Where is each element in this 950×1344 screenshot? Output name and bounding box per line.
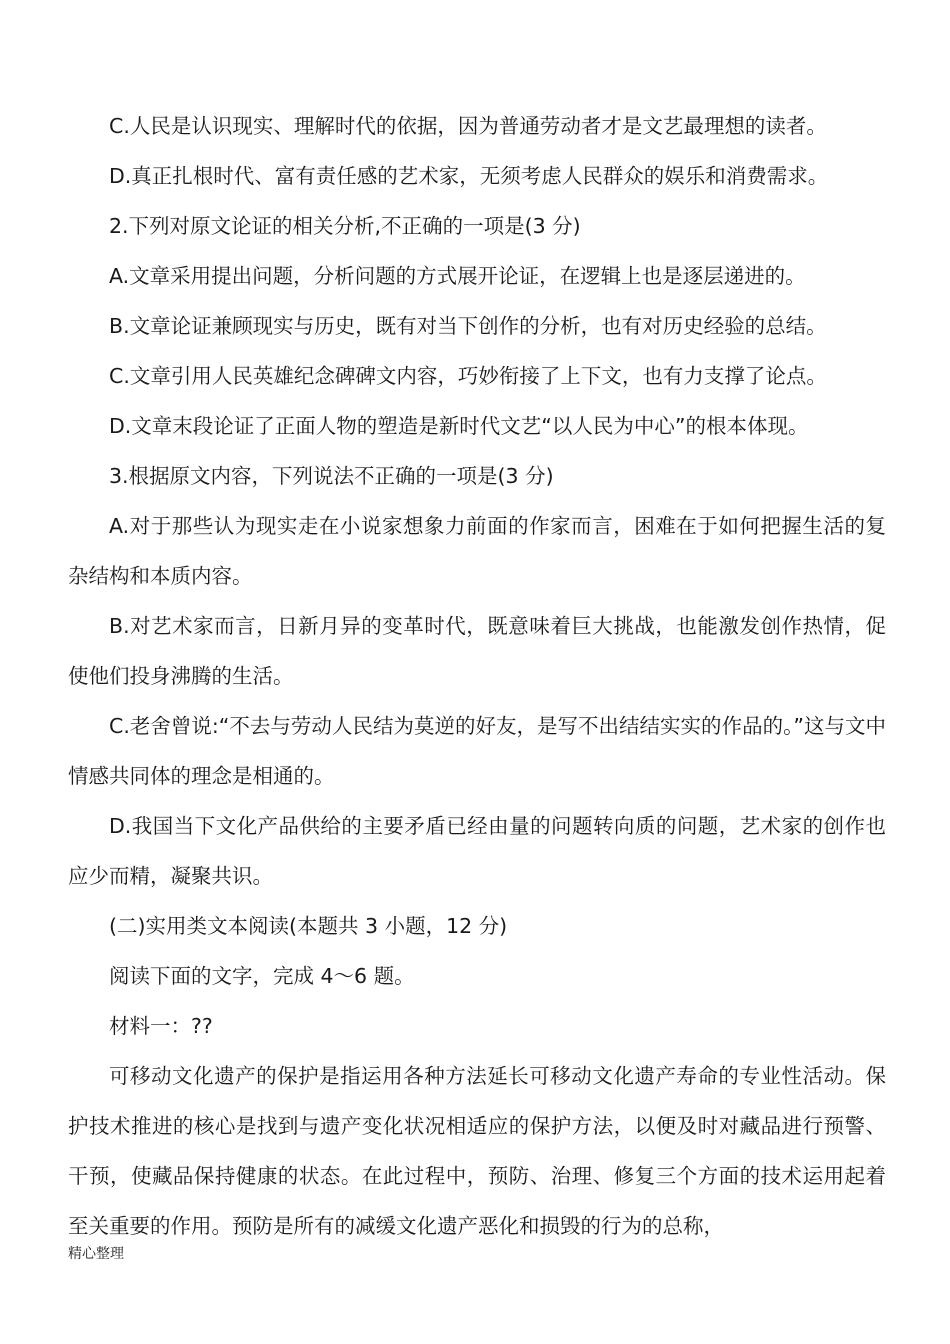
option-d-q3: D.我国当下文化产品供给的主要矛盾已经由量的问题转向质的问题，艺术家的创作也应少而精，凝聚共识。 (68, 814, 886, 888)
option-d-q2: D.文章末段论证了正面人物的塑造是新时代文艺“以人民为中心”的根本体现。 (109, 414, 809, 438)
option-b-q2: B.文章论证兼顾现实与历史，既有对当下创作的分析，也有对历史经验的总结。 (109, 314, 827, 338)
option-d-q1: D.真正扎根时代、富有责任感的艺术家，无须考虑人民群众的娱乐和消费需求。 (109, 164, 829, 188)
material-label: 材料一：?? (109, 1014, 213, 1038)
question-2: 2.下列对原文论证的相关分析,不正确的一项是(3 分) (109, 214, 581, 238)
option-a-q2: A.文章采用提出问题，分析问题的方式展开论证，在逻辑上也是逐层递进的。 (109, 264, 806, 288)
material-one-paragraph: 可移动文化遗产的保护是指运用各种方法延长可移动文化遗产寿命的专业性活动。保护技术推进的核心是找到与遗产变化状况相适应的保护方法，以便及时对藏品进行预警、干预，使藏品保持健康的状态。在此过程中，预防、治理、修复三个方面的技术运用起着至关重要的作用。预防是所有的减缓文化遗产恶化和损毁的行为的总称， (68, 1064, 886, 1238)
option-c-q1: C.人民是认识现实、理解时代的依据，因为普通劳动者才是文艺最理想的读者。 (109, 114, 827, 138)
option-c-q3: C.老舍曾说:“不去与劳动人民结为莫逆的好友，是写不出结结实实的作品的。”这与文中情感共同体的理念是相通的。 (68, 714, 886, 788)
document-body (68, 101, 886, 1251)
section-heading: (二)实用类文本阅读(本题共 3 小题，12 分) (109, 914, 508, 938)
footer-label: 精心整理 (68, 1246, 124, 1262)
reading-instruction: 阅读下面的文字，完成 4～6 题。 (109, 964, 415, 988)
option-b-q3: B.对艺术家而言，日新月异的变革时代，既意味着巨大挑战，也能激发创作热情，促使他们投身沸腾的生活。 (68, 614, 886, 688)
question-3: 3.根据原文内容，下列说法不正确的一项是(3 分) (109, 464, 554, 488)
option-a-q3: A.对于那些认为现实走在小说家想象力前面的作家而言，困难在于如何把握生活的复杂结构和本质内容。 (68, 514, 886, 588)
option-c-q2: C.文章引用人民英雄纪念碑碑文内容，巧妙衔接了上下文，也有力支撑了论点。 (109, 364, 827, 388)
